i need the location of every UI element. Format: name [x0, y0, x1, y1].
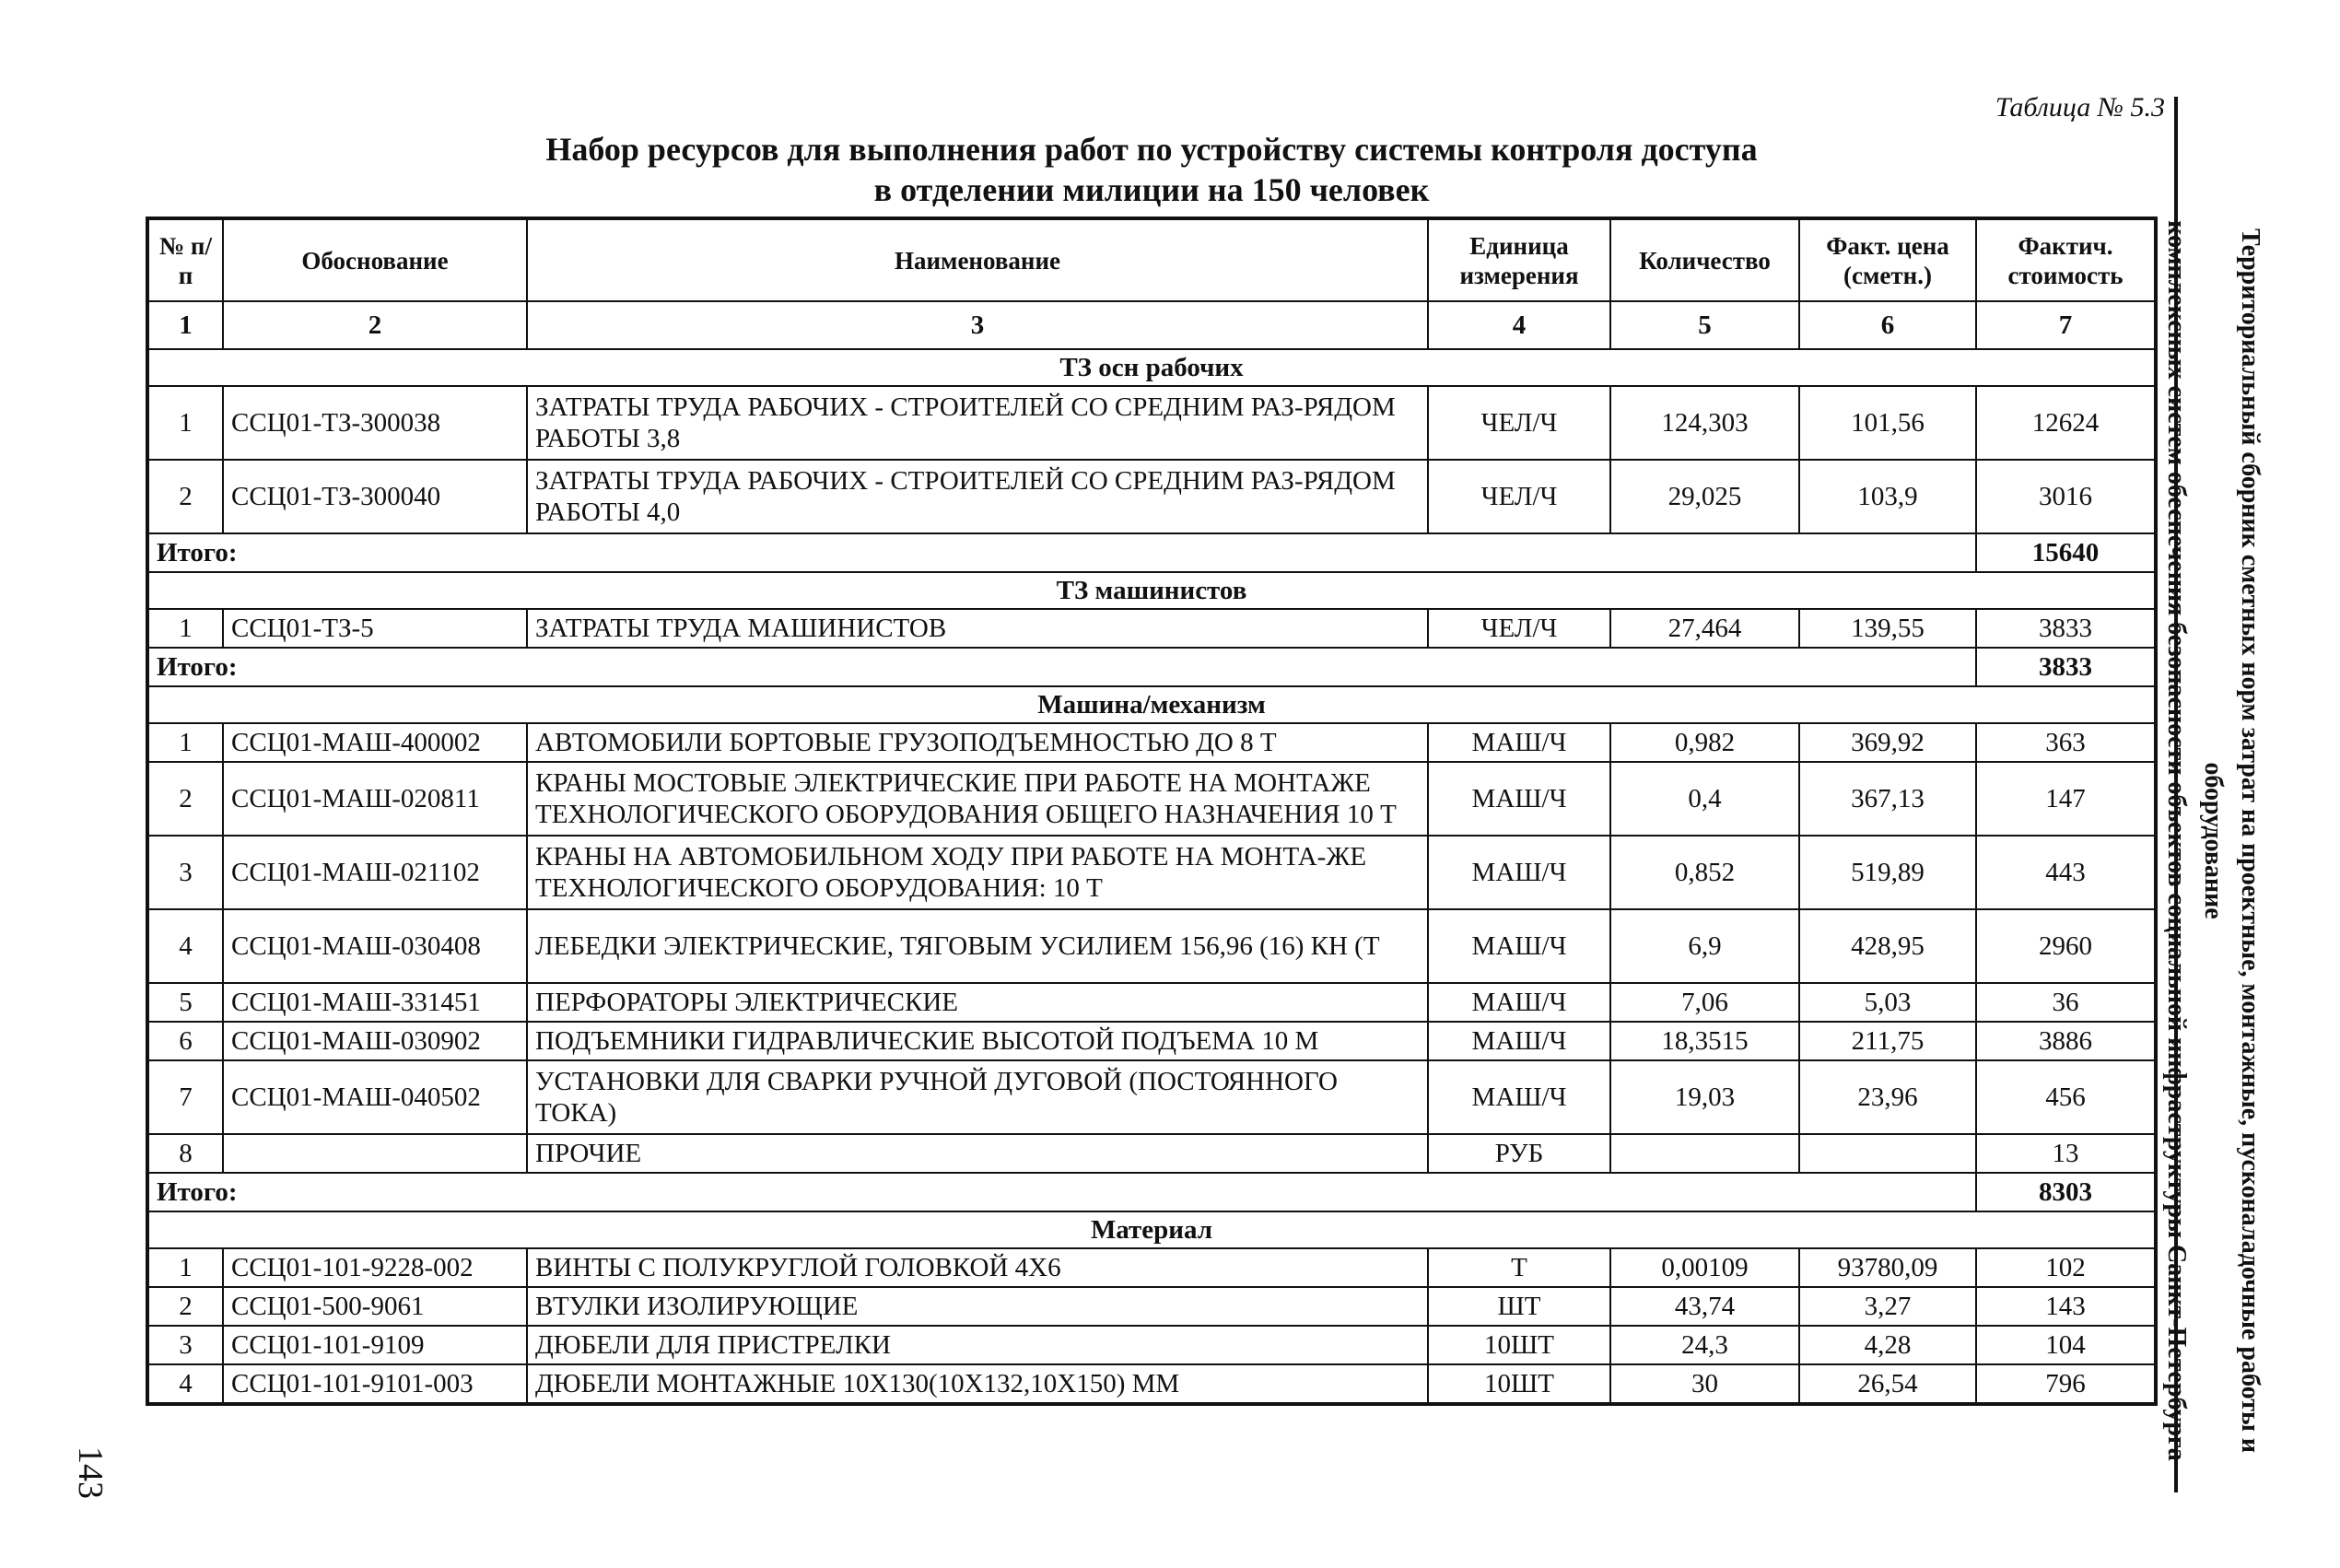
resources-table: [146, 216, 2158, 1406]
row-basis: ССЦ01-МАШ-030408: [223, 909, 527, 983]
column-number: 2: [223, 301, 527, 349]
total-row: [147, 648, 2156, 686]
row-basis: ССЦ01-МАШ-400002: [223, 723, 527, 762]
row-price: 367,13: [1799, 762, 1976, 836]
column-number-row: [147, 301, 2156, 349]
header-basis: Обоснование: [223, 218, 527, 301]
row-basis: ССЦ01-МАШ-021102: [223, 836, 527, 909]
row-unit: МАШ/Ч: [1428, 762, 1610, 836]
row-quantity: 6,9: [1610, 909, 1799, 983]
row-cost: 12624: [1976, 386, 2156, 460]
table-row: [147, 1364, 2156, 1404]
row-cost: 13: [1976, 1134, 2156, 1173]
row-cost: 3833: [1976, 609, 2156, 648]
row-name: ПОДЪЕМНИКИ ГИДРАВЛИЧЕСКИЕ ВЫСОТОЙ ПОДЪЕМА 10 М: [527, 1022, 1428, 1060]
row-price: 369,92: [1799, 723, 1976, 762]
row-name: ЗАТРАТЫ ТРУДА РАБОЧИХ - СТРОИТЕЛЕЙ СО СРЕДНИМ РАЗ-РЯДОМ РАБОТЫ 3,8: [527, 386, 1428, 460]
table-row: [147, 386, 2156, 460]
table-row: [147, 762, 2156, 836]
row-unit: МАШ/Ч: [1428, 909, 1610, 983]
row-cost: 3016: [1976, 460, 2156, 533]
table-body: [147, 301, 2156, 1404]
title-line-2: в отделении милиции на 150 человек: [873, 171, 1430, 208]
header-unit: Единица измерения: [1428, 218, 1610, 301]
row-name: УСТАНОВКИ ДЛЯ СВАРКИ РУЧНОЙ ДУГОВОЙ (ПОСТОЯННОГО ТОКА): [527, 1060, 1428, 1134]
row-unit: РУБ: [1428, 1134, 1610, 1173]
row-quantity: 0,852: [1610, 836, 1799, 909]
row-cost: 2960: [1976, 909, 2156, 983]
side-running-header: [2162, 189, 2276, 1492]
row-unit: МАШ/Ч: [1428, 1022, 1610, 1060]
row-cost: 104: [1976, 1326, 2156, 1364]
section-title: Материал: [147, 1211, 2156, 1248]
row-basis: ССЦ01-ТЗ-300038: [223, 386, 527, 460]
row-name: ПЕРФОРАТОРЫ ЭЛЕКТРИЧЕСКИЕ: [527, 983, 1428, 1022]
row-name: АВТОМОБИЛИ БОРТОВЫЕ ГРУЗОПОДЪЕМНОСТЬЮ ДО 8 Т: [527, 723, 1428, 762]
section-title: Машина/механизм: [147, 686, 2156, 723]
row-unit: МАШ/Ч: [1428, 1060, 1610, 1134]
column-number: 1: [147, 301, 223, 349]
row-cost: 36: [1976, 983, 2156, 1022]
row-name: ВИНТЫ С ПОЛУКРУГЛОЙ ГОЛОВКОЙ 4Х6: [527, 1248, 1428, 1287]
section-header-row: [147, 349, 2156, 386]
row-unit: Т: [1428, 1248, 1610, 1287]
row-basis: [223, 1134, 527, 1173]
row-cost: 796: [1976, 1364, 2156, 1404]
title-line-1: Набор ресурсов для выполнения работ по устройству системы контроля доступа: [545, 131, 1758, 168]
table-row: [147, 1134, 2156, 1173]
row-quantity: 24,3: [1610, 1326, 1799, 1364]
row-unit: МАШ/Ч: [1428, 723, 1610, 762]
table-caption: Таблица № 5.3: [1995, 92, 2165, 123]
table-row: [147, 836, 2156, 909]
side-text-line-1: Территориальный сборник сметных норм затрат на проектные, монтажные, пусконаладочные работы и оборудование: [2199, 228, 2264, 1453]
total-value: 15640: [1976, 533, 2156, 572]
page-title: [143, 129, 2160, 210]
section-header-row: [147, 686, 2156, 723]
row-price: [1799, 1134, 1976, 1173]
page-number: 143: [71, 1446, 110, 1499]
row-cost: 363: [1976, 723, 2156, 762]
row-basis: ССЦ01-101-9101-003: [223, 1364, 527, 1404]
row-quantity: 0,982: [1610, 723, 1799, 762]
column-number: 6: [1799, 301, 1976, 349]
row-price: 4,28: [1799, 1326, 1976, 1364]
section-header-row: [147, 1211, 2156, 1248]
row-cost: 102: [1976, 1248, 2156, 1287]
row-quantity: 7,06: [1610, 983, 1799, 1022]
row-name: ПРОЧИЕ: [527, 1134, 1428, 1173]
row-quantity: [1610, 1134, 1799, 1173]
section-header-row: [147, 572, 2156, 609]
table-row: [147, 909, 2156, 983]
row-price: 101,56: [1799, 386, 1976, 460]
total-row: [147, 1173, 2156, 1211]
table-row: [147, 1060, 2156, 1134]
row-name: ДЮБЕЛИ ДЛЯ ПРИСТРЕЛКИ: [527, 1326, 1428, 1364]
table-row: [147, 609, 2156, 648]
row-unit: ЧЕЛ/Ч: [1428, 460, 1610, 533]
row-number: 8: [147, 1134, 223, 1173]
row-unit: ЧЕЛ/Ч: [1428, 609, 1610, 648]
row-number: 7: [147, 1060, 223, 1134]
row-cost: 143: [1976, 1287, 2156, 1326]
total-label: Итого:: [147, 648, 1976, 686]
row-number: 2: [147, 1287, 223, 1326]
section-title: ТЗ машинистов: [147, 572, 2156, 609]
row-quantity: 29,025: [1610, 460, 1799, 533]
row-quantity: 0,4: [1610, 762, 1799, 836]
total-value: 3833: [1976, 648, 2156, 686]
table-row: [147, 723, 2156, 762]
row-cost: 147: [1976, 762, 2156, 836]
row-basis: ССЦ01-101-9109: [223, 1326, 527, 1364]
side-text-line-2: комплексных систем обеспечения безопасности объектов социальной инфраструктуры Санкт-Петербурга: [2162, 220, 2191, 1461]
row-basis: ССЦ01-МАШ-040502: [223, 1060, 527, 1134]
row-basis: ССЦ01-МАШ-030902: [223, 1022, 527, 1060]
total-value: 8303: [1976, 1173, 2156, 1211]
row-name: ДЮБЕЛИ МОНТАЖНЫЕ 10Х130(10Х132,10Х150) ММ: [527, 1364, 1428, 1404]
row-basis: ССЦ01-101-9228-002: [223, 1248, 527, 1287]
header-qty: Количество: [1610, 218, 1799, 301]
section-title: ТЗ осн рабочих: [147, 349, 2156, 386]
table-row: [147, 1287, 2156, 1326]
row-price: 428,95: [1799, 909, 1976, 983]
row-price: 211,75: [1799, 1022, 1976, 1060]
table-row: [147, 983, 2156, 1022]
row-name: КРАНЫ НА АВТОМОБИЛЬНОМ ХОДУ ПРИ РАБОТЕ НА МОНТА-ЖЕ ТЕХНОЛОГИЧЕСКОГО ОБОРУДОВАНИЯ: 10 Т: [527, 836, 1428, 909]
row-name: ВТУЛКИ ИЗОЛИРУЮЩИЕ: [527, 1287, 1428, 1326]
column-number: 4: [1428, 301, 1610, 349]
row-quantity: 27,464: [1610, 609, 1799, 648]
row-cost: 443: [1976, 836, 2156, 909]
header-num: № п/п: [147, 218, 223, 301]
row-number: 4: [147, 909, 223, 983]
row-name: КРАНЫ МОСТОВЫЕ ЭЛЕКТРИЧЕСКИЕ ПРИ РАБОТЕ НА МОНТАЖЕ ТЕХНОЛОГИЧЕСКОГО ОБОРУДОВАНИЯ ОБЩЕГО НАЗНАЧЕНИЯ 10 Т: [527, 762, 1428, 836]
header-price: Факт. цена (сметн.): [1799, 218, 1976, 301]
row-quantity: 30: [1610, 1364, 1799, 1404]
row-cost: 456: [1976, 1060, 2156, 1134]
row-price: 93780,09: [1799, 1248, 1976, 1287]
header-cost: Фактич. стоимость: [1976, 218, 2156, 301]
row-name: ЛЕБЕДКИ ЭЛЕКТРИЧЕСКИЕ, ТЯГОВЫМ УСИЛИЕМ 156,96 (16) КН (Т: [527, 909, 1428, 983]
row-number: 1: [147, 609, 223, 648]
row-cost: 3886: [1976, 1022, 2156, 1060]
row-unit: МАШ/Ч: [1428, 983, 1610, 1022]
row-number: 2: [147, 762, 223, 836]
row-number: 6: [147, 1022, 223, 1060]
row-price: 26,54: [1799, 1364, 1976, 1404]
row-quantity: 19,03: [1610, 1060, 1799, 1134]
row-basis: ССЦ01-МАШ-020811: [223, 762, 527, 836]
row-name: ЗАТРАТЫ ТРУДА МАШИНИСТОВ: [527, 609, 1428, 648]
row-price: 5,03: [1799, 983, 1976, 1022]
column-number: 7: [1976, 301, 2156, 349]
total-label: Итого:: [147, 1173, 1976, 1211]
row-quantity: 0,00109: [1610, 1248, 1799, 1287]
header-name: Наименование: [527, 218, 1428, 301]
row-price: 139,55: [1799, 609, 1976, 648]
row-number: 3: [147, 1326, 223, 1364]
row-price: 3,27: [1799, 1287, 1976, 1326]
row-unit: ЧЕЛ/Ч: [1428, 386, 1610, 460]
row-number: 5: [147, 983, 223, 1022]
row-basis: ССЦ01-МАШ-331451: [223, 983, 527, 1022]
row-basis: ССЦ01-ТЗ-300040: [223, 460, 527, 533]
header-row: [147, 218, 2156, 301]
row-quantity: 18,3515: [1610, 1022, 1799, 1060]
row-unit: 10ШТ: [1428, 1364, 1610, 1404]
row-number: 2: [147, 460, 223, 533]
row-number: 1: [147, 723, 223, 762]
column-number: 3: [527, 301, 1428, 349]
row-quantity: 43,74: [1610, 1287, 1799, 1326]
row-number: 3: [147, 836, 223, 909]
row-basis: ССЦ01-ТЗ-5: [223, 609, 527, 648]
row-price: 103,9: [1799, 460, 1976, 533]
table-row: [147, 1326, 2156, 1364]
row-price: 23,96: [1799, 1060, 1976, 1134]
row-unit: 10ШТ: [1428, 1326, 1610, 1364]
column-number: 5: [1610, 301, 1799, 349]
total-row: [147, 533, 2156, 572]
row-number: 4: [147, 1364, 223, 1404]
row-basis: ССЦ01-500-9061: [223, 1287, 527, 1326]
row-number: 1: [147, 1248, 223, 1287]
row-name: ЗАТРАТЫ ТРУДА РАБОЧИХ - СТРОИТЕЛЕЙ СО СРЕДНИМ РАЗ-РЯДОМ РАБОТЫ 4,0: [527, 460, 1428, 533]
row-unit: МАШ/Ч: [1428, 836, 1610, 909]
table-row: [147, 1248, 2156, 1287]
total-label: Итого:: [147, 533, 1976, 572]
table-row: [147, 1022, 2156, 1060]
row-quantity: 124,303: [1610, 386, 1799, 460]
row-unit: ШТ: [1428, 1287, 1610, 1326]
table-row: [147, 460, 2156, 533]
row-number: 1: [147, 386, 223, 460]
row-price: 519,89: [1799, 836, 1976, 909]
